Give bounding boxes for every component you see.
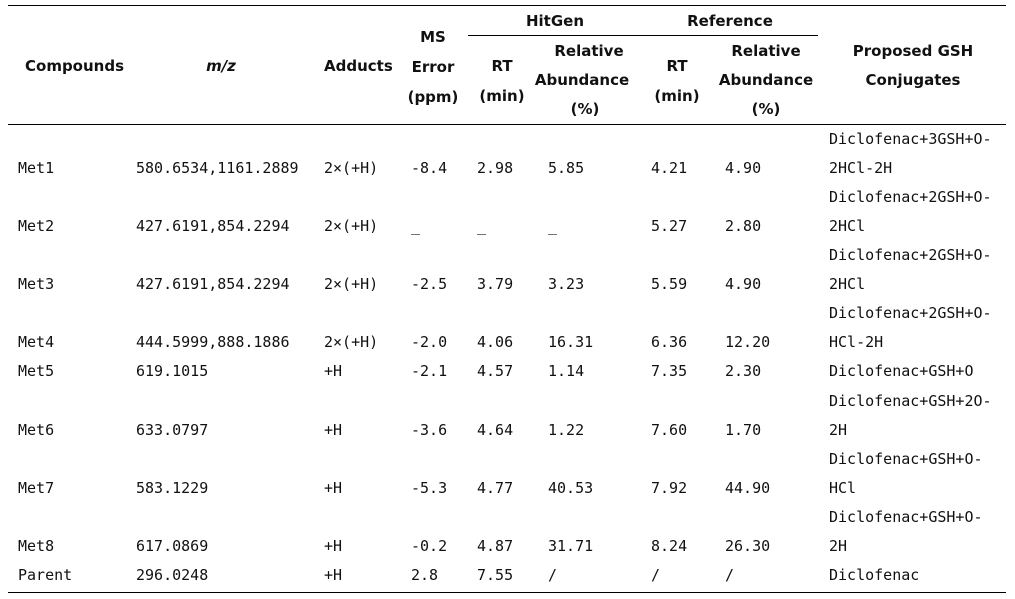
table-cell-error: -5.3 bbox=[411, 479, 448, 497]
table-cell-compound: Met4 bbox=[18, 333, 55, 351]
table-cell-ref-rt: 7.35 bbox=[651, 362, 688, 380]
table-cell-ref-abundance: 2.80 bbox=[725, 217, 762, 235]
header-hitgen-abundance-2: Abundance bbox=[534, 71, 630, 89]
table-cell-adduct: +H bbox=[324, 421, 343, 439]
header-hitgen-abundance-1: Relative bbox=[554, 42, 624, 60]
table-cell-adduct: +H bbox=[324, 479, 343, 497]
table-cell-mz: 617.0869 bbox=[136, 537, 209, 555]
table-cell-adduct: +H bbox=[324, 566, 343, 584]
table-cell-error: -0.2 bbox=[411, 537, 448, 555]
table-cell-hitgen-rt: 4.87 bbox=[477, 537, 514, 555]
table-cell-ref-rt: 7.92 bbox=[651, 479, 688, 497]
table-cell-mz: 296.0248 bbox=[136, 566, 209, 584]
table-cell-ref-rt: 4.21 bbox=[651, 159, 688, 177]
table-cell-conjugate-line2: 2HCl bbox=[829, 217, 866, 235]
table-cell-compound: Met8 bbox=[18, 537, 55, 555]
table-cell-ref-rt: 5.59 bbox=[651, 275, 688, 293]
table-cell-hitgen-rt: 4.64 bbox=[477, 421, 514, 439]
table-cell-adduct: 2×(+H) bbox=[324, 217, 379, 235]
table-cell-conjugate-line1: Diclofenac+GSH+2O- bbox=[829, 392, 992, 410]
table-cell-hitgen-abundance: 3.23 bbox=[548, 275, 585, 293]
table-cell-hitgen-rt: _ bbox=[477, 217, 487, 235]
table-cell-compound: Met6 bbox=[18, 421, 55, 439]
table-cell-ref-abundance: 12.20 bbox=[725, 333, 771, 351]
table-cell-conjugate-line2: 2H bbox=[829, 537, 848, 555]
table-cell-hitgen-abundance: / bbox=[548, 566, 558, 584]
table-cell-conjugate-line1: Diclofenac+GSH+O- bbox=[829, 450, 983, 468]
table-cell-ref-abundance: 26.30 bbox=[725, 537, 771, 555]
table-cell-conjugate-line2: 2HCl bbox=[829, 275, 866, 293]
header-hitgen: HitGen bbox=[525, 12, 585, 30]
table-cell-conjugate-line2: 2H bbox=[829, 421, 848, 439]
header-bottom-rule bbox=[8, 124, 1006, 125]
header-hitgen-rt-2: (min) bbox=[479, 87, 525, 105]
table-cell-ref-abundance: 4.90 bbox=[725, 275, 762, 293]
table-cell-hitgen-rt: 4.57 bbox=[477, 362, 514, 380]
header-ms-error-1: MS bbox=[420, 28, 446, 46]
table-cell-error: -2.1 bbox=[411, 362, 448, 380]
table-cell-error: 2.8 bbox=[411, 566, 439, 584]
table-cell-mz: 427.6191,854.2294 bbox=[136, 217, 290, 235]
table-cell-compound: Met1 bbox=[18, 159, 55, 177]
table-cell-ref-abundance: 4.90 bbox=[725, 159, 762, 177]
header-ms-error-3: (ppm) bbox=[407, 88, 459, 106]
table-cell-conjugate-line2: 2HCl-2H bbox=[829, 159, 893, 177]
table-cell-hitgen-abundance: _ bbox=[548, 217, 558, 235]
table-cell-conjugate-line2: HCl-2H bbox=[829, 333, 884, 351]
header-mz: m/z bbox=[206, 57, 236, 75]
table-cell-adduct: +H bbox=[324, 362, 343, 380]
header-ref-abundance-1: Relative bbox=[731, 42, 801, 60]
table-cell-adduct: 2×(+H) bbox=[324, 159, 379, 177]
table-cell-mz: 444.5999,888.1886 bbox=[136, 333, 290, 351]
table-cell-hitgen-abundance: 40.53 bbox=[548, 479, 594, 497]
table-cell-error: -8.4 bbox=[411, 159, 448, 177]
table-cell-ref-rt: 6.36 bbox=[651, 333, 688, 351]
table-cell-ref-rt: 7.60 bbox=[651, 421, 688, 439]
header-proposed-2: Conjugates bbox=[865, 71, 961, 89]
table-cell-adduct: 2×(+H) bbox=[324, 333, 379, 351]
table-cell-compound: Parent bbox=[18, 566, 73, 584]
table-cell-hitgen-rt: 7.55 bbox=[477, 566, 514, 584]
header-ref-abundance-3: (%) bbox=[751, 100, 781, 118]
table-cell-adduct: +H bbox=[324, 537, 343, 555]
header-ref-abundance-2: Abundance bbox=[718, 71, 814, 89]
bottom-rule bbox=[8, 592, 1006, 593]
table-cell-ref-abundance: / bbox=[725, 566, 735, 584]
table-cell-mz: 619.1015 bbox=[136, 362, 209, 380]
table-cell-hitgen-rt: 4.77 bbox=[477, 479, 514, 497]
table-cell-ref-rt: / bbox=[651, 566, 661, 584]
header-compounds: Compounds bbox=[25, 57, 125, 75]
table-cell-hitgen-abundance: 31.71 bbox=[548, 537, 594, 555]
table-cell-conjugate-line1: Diclofenac+2GSH+O- bbox=[829, 188, 992, 206]
table-cell-hitgen-abundance: 1.22 bbox=[548, 421, 585, 439]
table-cell-ref-abundance: 44.90 bbox=[725, 479, 771, 497]
header-hitgen-rt-1: RT bbox=[491, 57, 513, 75]
table-cell-conjugate-line1: Diclofenac+GSH+O bbox=[829, 362, 974, 380]
table-cell-hitgen-abundance: 1.14 bbox=[548, 362, 585, 380]
table-cell-ref-abundance: 2.30 bbox=[725, 362, 762, 380]
table-cell-conjugate-line1: Diclofenac+3GSH+O- bbox=[829, 130, 992, 148]
table-cell-hitgen-abundance: 5.85 bbox=[548, 159, 585, 177]
table-cell-compound: Met5 bbox=[18, 362, 55, 380]
table-cell-error: -2.5 bbox=[411, 275, 448, 293]
table-cell-mz: 580.6534,1161.2889 bbox=[136, 159, 299, 177]
table-cell-hitgen-abundance: 16.31 bbox=[548, 333, 594, 351]
table-cell-error: _ bbox=[411, 217, 421, 235]
table-cell-mz: 583.1229 bbox=[136, 479, 209, 497]
table-cell-hitgen-rt: 3.79 bbox=[477, 275, 514, 293]
table-cell-conjugate-line1: Diclofenac bbox=[829, 566, 920, 584]
reference-rule bbox=[648, 35, 818, 36]
table-cell-conjugate-line1: Diclofenac+2GSH+O- bbox=[829, 246, 992, 264]
table-cell-conjugate-line2: HCl bbox=[829, 479, 857, 497]
header-hitgen-abundance-3: (%) bbox=[570, 100, 600, 118]
table-cell-ref-abundance: 1.70 bbox=[725, 421, 762, 439]
header-ref-rt-1: RT bbox=[666, 57, 688, 75]
table-cell-mz: 427.6191,854.2294 bbox=[136, 275, 290, 293]
table-cell-hitgen-rt: 4.06 bbox=[477, 333, 514, 351]
hitgen-rule bbox=[468, 35, 648, 36]
header-ref-rt-2: (min) bbox=[654, 87, 700, 105]
top-rule bbox=[8, 5, 1006, 6]
table-cell-ref-rt: 8.24 bbox=[651, 537, 688, 555]
table-cell-hitgen-rt: 2.98 bbox=[477, 159, 514, 177]
table-cell-conjugate-line1: Diclofenac+GSH+O- bbox=[829, 508, 983, 526]
table-cell-compound: Met2 bbox=[18, 217, 55, 235]
header-reference: Reference bbox=[687, 12, 773, 30]
header-ms-error-2: Error bbox=[411, 58, 455, 76]
table-cell-error: -3.6 bbox=[411, 421, 448, 439]
header-adducts: Adducts bbox=[324, 57, 393, 75]
table-cell-mz: 633.0797 bbox=[136, 421, 209, 439]
table-cell-compound: Met3 bbox=[18, 275, 55, 293]
table-cell-error: -2.0 bbox=[411, 333, 448, 351]
header-proposed-1: Proposed GSH bbox=[852, 42, 974, 60]
table-cell-compound: Met7 bbox=[18, 479, 55, 497]
table-cell-ref-rt: 5.27 bbox=[651, 217, 688, 235]
table-cell-adduct: 2×(+H) bbox=[324, 275, 379, 293]
table-cell-conjugate-line1: Diclofenac+2GSH+O- bbox=[829, 304, 992, 322]
